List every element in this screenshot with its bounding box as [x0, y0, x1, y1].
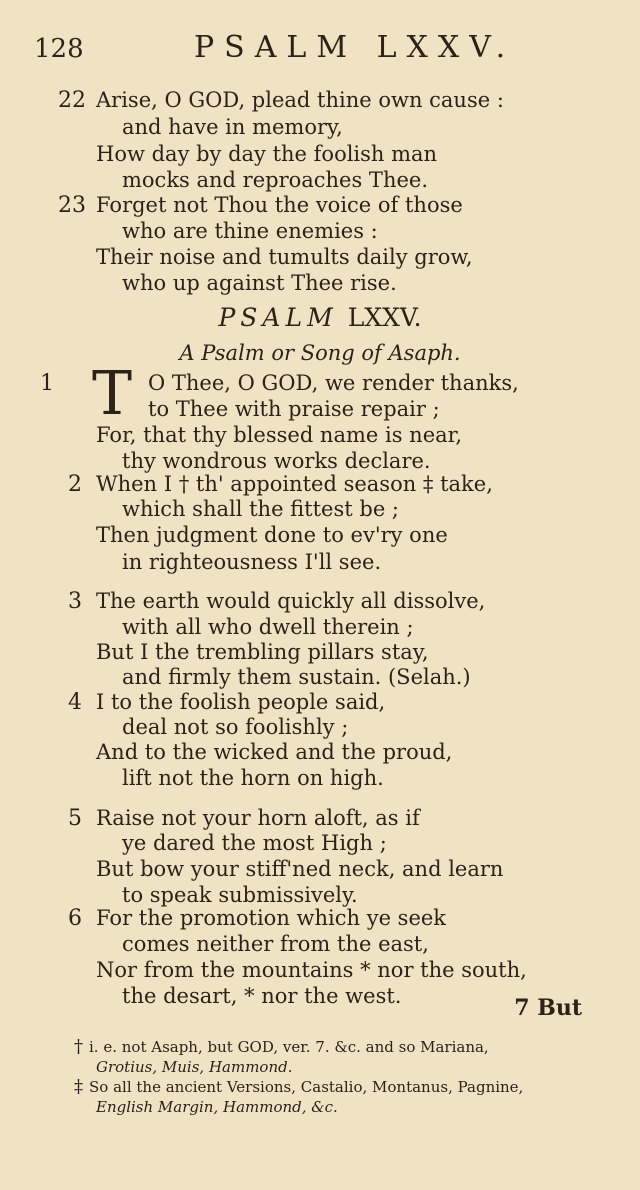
verse-line: who are thine enemies : — [122, 219, 378, 243]
footnote-continuation: English Margin, Hammond, &c. — [96, 1098, 338, 1116]
catchword: 7 But — [514, 995, 582, 1021]
verse-line: And to the wicked and the proud, — [96, 740, 453, 764]
verse-number: 23 — [58, 193, 86, 218]
verse-line: Forget not Thou the voice of those — [96, 193, 463, 217]
verse-line: How day by day the foolish man — [96, 142, 438, 166]
psalm-title-word: PSALM — [218, 303, 338, 332]
footnote-continuation: Grotius, Muis, Hammond. — [96, 1058, 293, 1076]
verse-line: When I † th' appointed season ‡ take, — [96, 472, 493, 496]
verse-number: 22 — [58, 88, 86, 113]
footnote-text: So all the ancient Versions, Castalio, Montanus, Pagnine, — [89, 1078, 524, 1096]
verse-line: mocks and reproaches Thee. — [122, 168, 428, 192]
verse-line: For the promotion which ye seek — [96, 906, 447, 930]
verse-line: who up against Thee rise. — [122, 271, 397, 295]
double-dagger-mark: ‡ — [74, 1076, 83, 1097]
verse-line: Their noise and tumults daily grow, — [96, 245, 473, 269]
verse-number: 1 — [40, 371, 54, 396]
verse-line: Nor from the mountains * nor the south, — [96, 958, 527, 982]
footnote — [74, 1036, 489, 1057]
verse-line: ye dared the most High ; — [122, 831, 387, 855]
verse-number: 3 — [68, 589, 82, 614]
psalm-title — [0, 303, 640, 332]
dagger-mark: † — [74, 1036, 83, 1057]
verse-line: O Thee, O GOD, we render thanks, — [148, 371, 519, 395]
verse-number: 5 — [68, 806, 82, 831]
verse-line: For, that thy blessed name is near, — [96, 423, 463, 447]
page-number: 128 — [34, 34, 84, 64]
verse-line: But bow your stiff'ned neck, and learn — [96, 857, 504, 881]
verse-line: in righteousness I'll see. — [122, 550, 382, 574]
verse-line: the desart, * nor the west. — [122, 984, 402, 1008]
verse-line: to Thee with praise repair ; — [148, 397, 440, 421]
footnote-text: i. e. not Asaph, but GOD, ver. 7. &c. and so Mariana, — [89, 1038, 489, 1056]
drop-cap: T — [92, 359, 133, 429]
verse-line: But I the trembling pillars stay, — [96, 640, 429, 664]
verse-line: which shall the fittest be ; — [122, 497, 399, 521]
footnote — [74, 1076, 523, 1097]
verse-line: thy wondrous works declare. — [122, 449, 431, 473]
page-header — [34, 30, 600, 70]
verse-number: 2 — [68, 472, 82, 497]
verse-line: Then judgment done to ev'ry one — [96, 523, 448, 547]
running-head: PSALM LXXV. — [194, 30, 516, 65]
verse-line: and firmly them sustain. (Selah.) — [122, 665, 471, 689]
verse-line: I to the foolish people said, — [96, 690, 386, 714]
verse-line: lift not the horn on high. — [122, 766, 384, 790]
verse-line: Raise not your horn aloft, as if — [96, 806, 420, 830]
verse-line: deal not so foolishly ; — [122, 715, 349, 739]
verse-line: with all who dwell therein ; — [122, 615, 414, 639]
verse-line: Arise, O GOD, plead thine own cause : — [96, 88, 504, 112]
verse-line: and have in memory, — [122, 115, 343, 139]
verse-line: comes neither from the east, — [122, 932, 429, 956]
verse-number: 4 — [68, 690, 82, 715]
verse-line: The earth would quickly all dissolve, — [96, 589, 486, 613]
verse-line: to speak submissively. — [122, 883, 358, 907]
verse-number: 6 — [68, 906, 82, 931]
psalm-title-numeral: LXXV. — [347, 303, 422, 332]
psalm-subtitle: A Psalm or Song of Asaph. — [179, 341, 461, 365]
